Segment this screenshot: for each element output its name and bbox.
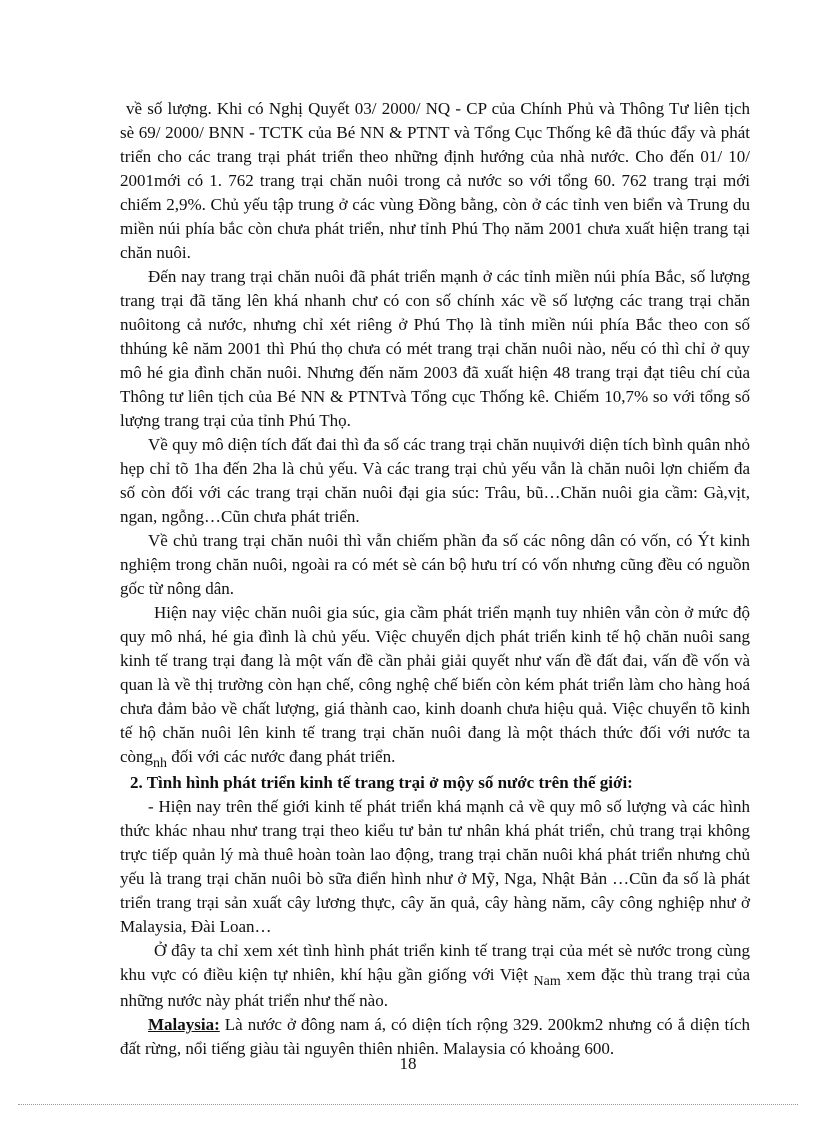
paragraph-5 bbox=[120, 601, 750, 771]
paragraph-7 bbox=[120, 939, 750, 1013]
paragraph-6: - Hiện nay trên thế giới kinh tế phát triển khá mạnh cả về quy mô số lượng và các hình thức khác nhau như trang trại theo kiểu tư bản tư nhân khá phát triển, chủ trang trại không trực tiếp quản lý mà thuê hoàn toàn lao động, trang trại chăn nuôi khá phát triển nhưng chủ yếu là trang trại chăn nuôi bò sữa điển hình như ở Mỹ, Nga, Nhật Bản …Cũn đa số là phát triển trang trại sản xuất cây lương thực, cây ăn quả, cây hàng năm, cây công nghiệp như ở Malaysia, Đài Loan… bbox=[120, 797, 750, 936]
body-text bbox=[120, 97, 750, 1061]
footer-divider bbox=[18, 1104, 798, 1105]
paragraph-4: Về chủ trang trại chăn nuôi thì vẫn chiếm phần đa số các nông dân có vốn, có Ýt kinh nghiệm trong chăn nuôi, ngoài ra có mét sè cán bộ hưu trí có vốn nhưng cũng đều có nguồn gốc từ nông dân. bbox=[120, 531, 750, 598]
paragraph-7-subscript: Nam bbox=[533, 974, 561, 989]
section-heading: 2. Tình hình phát triển kinh tế trang trại ở mộy số nước trên thế giới: bbox=[130, 773, 633, 792]
paragraph-5-text: Hiện nay việc chăn nuôi gia súc, gia cầm phát triển mạnh tuy nhiên vẫn còn ở mức độ quy mô nhá, hé gia đình là chủ yếu. Việc chuyển dịch phát triển kinh tế hộ chăn nuôi sang kinh tế trang trại đang là một vấn đề cần phải giải quyết như vấn đề đất đai, vấn đề vốn và quan là về thị trường còn hạn chế, công nghệ chế biến còn kém phát triển làm cho hàng hoá chưa đảm bảo về chất lượng, giá thành cao, kinh doanh chưa hiệu quả. Việc chuyển tõ kinh tế hộ chăn nuôi lên kinh tế trang trại chăn nuôi đang là một thách thức đối với nước ta còng bbox=[120, 603, 750, 766]
page-number: 18 bbox=[399, 1054, 417, 1073]
paragraph-1: về số lượng. Khi có Nghị Quyết 03/ 2000/ NQ - CP của Chính Phủ và Thông Tư liên tịch sè 69/ 2000/ BNN - TCTK của Bé NN & PTNT và Tổng Cục Thống kê đã thúc đẩy và phát triển cho các trang trại phát triển theo những định hướng của nhà nước. Cho đến 01/ 10/ 2001mới có 1. 762 trang trại chăn nuôi trong cả nước so với tổng 60. 762 trang trại mới chiếm 2,9%. Chủ yếu tập trung ở các vùng Đồng bằng, còn ở các tỉnh ven biển và Trung du miền núi phía bắc còn chưa phát triển, như tỉnh Phú Thọ năm 2001 chưa xuất hiện trang tại chăn nuôi. bbox=[120, 99, 750, 262]
paragraph-3: Về quy mô diện tích đất đai thì đa số các trang trại chăn nuụivới diện tích bình quân nhỏ hẹp chỉ tõ 1ha đến 2ha là chủ yếu. Và các trang trại chủ yếu vẫn là chăn nuôi lợn chiếm đa số còn đối với các trang trại chăn nuôi đại gia súc: Trâu, bũ…Chăn nuôi gia cầm: Gà,vịt, ngan, ngỗng…Cũn chưa phát triển. bbox=[120, 435, 750, 526]
paragraph-8-text: Là nước ở đông nam á, có diện tích rộng 329. 200km2 nhưng có ắ diện tích đất rừng, nổi tiếng giàu tài nguyên thiên nhiên. Malaysia có khoảng 600. bbox=[120, 1015, 750, 1058]
country-label: Malaysia: bbox=[148, 1015, 220, 1034]
paragraph-2: Đến nay trang trại chăn nuôi đã phát triển mạnh ở các tỉnh miền núi phía Bắc, số lượng trang trại đã tăng lên khá nhanh chư có con số chính xác về số lượng các trang trại chăn nuôitong cả nước, nhưng chỉ xét riêng ở Phú Thọ là tỉnh miền núi phía Bắc theo con số thhúng kê năm 2001 thì Phú thọ chưa có mét trang trại chăn nuôi nào, nếu có thì chỉ ở quy mô hé gia đình chăn nuôi. Nhưng đến năm 2003 đã xuất hiện 48 trang trại đạt tiêu chí của Thông tư liên tịch của Bé NN & PTNTvà Tổng cục Thống kê. Chiếm 10,7% so với tổng số lượng trang trại của tỉnh Phú Thọ. bbox=[120, 267, 750, 430]
paragraph-7-tail: xem đặc thù trang trại của những nước này phát triển như thế nào. bbox=[120, 965, 750, 1010]
paragraph-5-subscript: nh bbox=[153, 756, 168, 771]
paragraph-7-text: Ở đây ta chỉ xem xét tình hình phát triển kinh tế trang trại của mét sè nước trong cùng khu vực có điều kiện tự nhiên, khí hậu gần giống với Việt bbox=[120, 941, 750, 984]
paragraph-5-tail: đối với các nước đang phát triển. bbox=[167, 747, 396, 766]
